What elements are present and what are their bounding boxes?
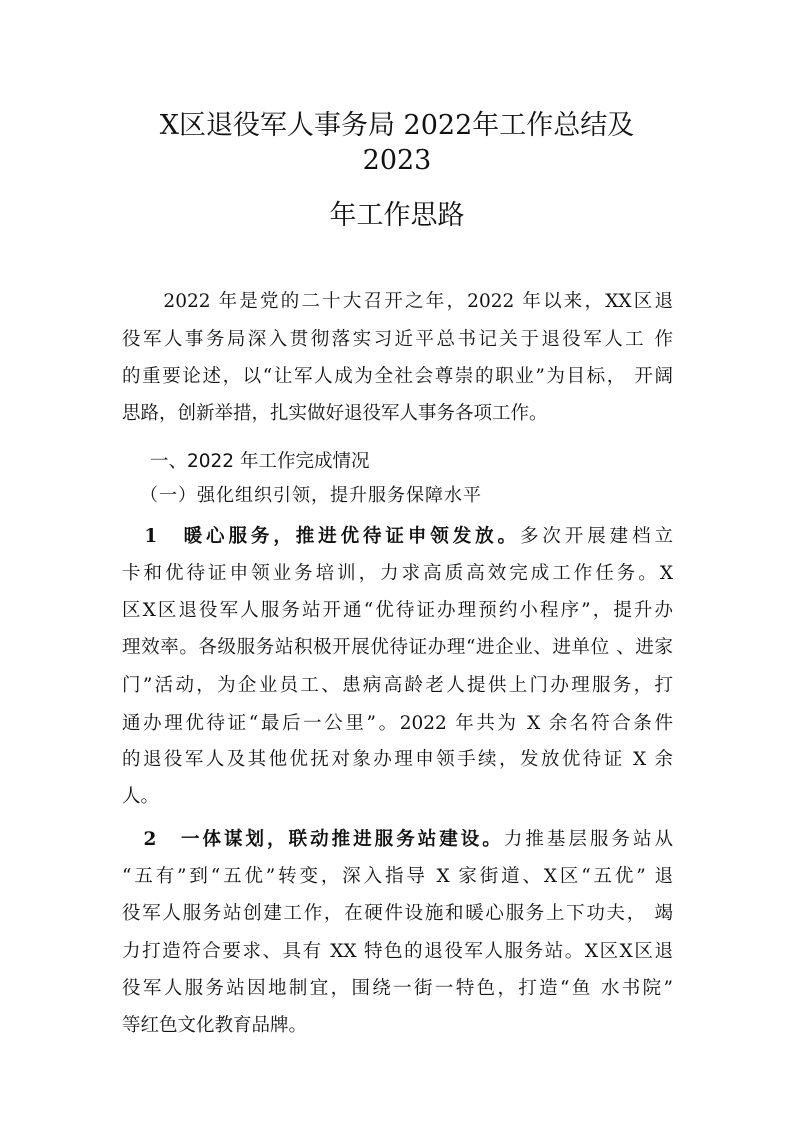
document-title-line-3: 年工作思路	[329, 200, 465, 231]
paragraph-1-text: 多次开展建档立	[519, 526, 673, 547]
document-title-line-1: X区退役军人事务局 2022年工作总结及	[159, 110, 635, 141]
subsection-heading: （一）强化组织引领，提升服务保障水平	[140, 485, 482, 506]
paragraph-2-line	[122, 828, 673, 852]
intro-line: 役军人事务局深入贯彻落实习近平总书记关于退役军人工 作	[122, 329, 673, 350]
section-heading: 一、2022 年工作完成情况	[150, 451, 370, 472]
paragraph-2-line: “五有”到“五优”转变，深入指导 X 家街道、X区“五优” 退	[122, 866, 673, 887]
paragraph-2-line: 役军人服务站因地制宜，围绕一街一特色，打造“鱼 水书院”	[122, 978, 673, 999]
paragraph-2-line: 等红色文化教育品牌。	[122, 1015, 308, 1036]
paragraph-2-line: 力打造符合要求、具有 XX 特色的退役军人服务站。X区X区退	[122, 941, 673, 962]
paragraph-2-text: 力推基层服务站从	[503, 829, 673, 850]
paragraph-1-line: 通办理优待证“最后一公里”。2022 年共为 X 余名符合条件	[122, 713, 673, 734]
paragraph-2-line: 役军人服务站创建工作，在硬件设施和暖心服务上下功夫， 竭	[122, 903, 673, 924]
intro-line: 思路，创新举措，扎实做好退役军人事务各项工作。	[122, 403, 548, 424]
paragraph-1-lead: 1 暖心服务，推进优待证申领发放。	[122, 526, 520, 547]
document-title-line-2: 2023	[362, 145, 432, 176]
paragraph-1-line: 区X区退役军人服务站开通“优待证办理预约小程序”，提升办	[122, 600, 673, 621]
paragraph-1-line: 理效率。各级服务站积极开展优待证办理“进企业、进单位 、进家	[122, 637, 673, 658]
paragraph-1-line: 的退役军人及其他优抚对象办理申领手续，发放优待证 X 余	[122, 749, 673, 770]
paragraph-1-line: 人。	[122, 786, 160, 807]
paragraph-2-lead: 2 一体谋划，联动推进服务站建设。	[122, 829, 504, 850]
paragraph-1-line: 门”活动，为企业员工、患病高龄老人提供上门办理服务，打	[122, 675, 673, 696]
paragraph-1-line: 卡和优待证申领业务培训，力求高质高效完成工作任务。X	[122, 563, 673, 584]
paragraph-1-line	[122, 525, 673, 549]
intro-line: 的重要论述，以“让军人成为全社会尊崇的职业”为目标， 开阔	[122, 366, 673, 387]
intro-line: 2022 年是党的二十大召开之年，2022 年以来，XX区退	[122, 291, 673, 312]
